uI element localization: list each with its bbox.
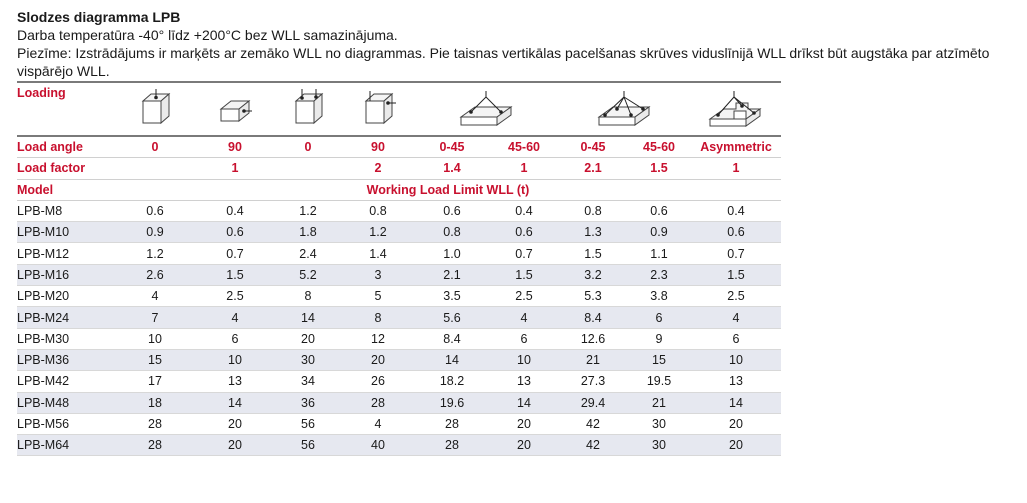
wll-cell: 14 [195,392,275,413]
wll-cell: 15 [115,349,195,370]
wll-cell: 1.3 [559,222,627,243]
wll-cell: 3 [341,264,415,285]
wll-cell: 13 [195,371,275,392]
wll-cell: 10 [691,349,781,370]
load-angle-cell: 0 [275,136,341,158]
wll-cell: 1.5 [691,264,781,285]
wll-cell: 0.6 [627,200,691,221]
wll-header: Working Load Limit WLL (t) [115,179,781,200]
wll-cell: 20 [691,435,781,456]
wll-cell: 1.5 [559,243,627,264]
model-cell: LPB-M48 [17,392,115,413]
table-row [17,222,781,243]
wll-cell: 10 [489,349,559,370]
wll-cell: 7 [115,307,195,328]
marking-note: Piezīme: Izstrādājums ir marķēts ar zemāko WLL no diagrammas. Pie taisnas vertikālas pacelšanas skrūves viduslīnijā WLL drīkst būt augstāka par atzīmēto vispārējo WLL. [17,45,990,79]
model-cell: LPB-M42 [17,371,115,392]
wll-cell: 18.2 [415,371,489,392]
load-angle-cell: 45-60 [627,136,691,158]
wll-cell: 20 [195,435,275,456]
four-leg-sling-icon [559,82,691,136]
load-angle-label: Load angle [17,136,115,158]
wll-cell: 0.6 [489,222,559,243]
wll-cell: 6 [627,307,691,328]
wll-cell: 2.5 [195,286,275,307]
load-factor-cell: 1.4 [415,158,489,179]
load-factor-cell [115,158,195,179]
vertical-double-lift-icon [275,82,341,136]
wll-cell: 14 [415,349,489,370]
load-angle-cell: 0 [115,136,195,158]
model-header-row [17,179,781,200]
wll-cell: 5.3 [559,286,627,307]
load-angle-cell: 0-45 [559,136,627,158]
wll-cell: 4 [115,286,195,307]
wll-cell: 0.6 [195,222,275,243]
wll-cell: 20 [489,413,559,434]
wll-cell: 2.5 [691,286,781,307]
wll-cell: 34 [275,371,341,392]
load-factor-cell: 1 [195,158,275,179]
wll-cell: 30 [275,349,341,370]
load-table [17,81,781,456]
load-factor-cell: 1.5 [627,158,691,179]
wll-cell: 2.5 [489,286,559,307]
load-angle-cell: Asymmetric [691,136,781,158]
load-factor-cell [275,158,341,179]
wll-cell: 4 [691,307,781,328]
table-row [17,264,781,285]
wll-cell: 4 [195,307,275,328]
wll-cell: 12 [341,328,415,349]
wll-cell: 20 [275,328,341,349]
wll-cell: 42 [559,435,627,456]
vertical-single-lift-icon [115,82,195,136]
wll-cell: 2.6 [115,264,195,285]
wll-cell: 0.9 [115,222,195,243]
load-angle-cell: 45-60 [489,136,559,158]
wll-cell: 28 [415,413,489,434]
wll-cell: 1.8 [275,222,341,243]
model-label: Model [17,179,115,200]
wll-cell: 20 [341,349,415,370]
model-cell: LPB-M24 [17,307,115,328]
wll-cell: 1.5 [195,264,275,285]
wll-cell: 0.4 [691,200,781,221]
model-cell: LPB-M30 [17,328,115,349]
model-cell: LPB-M64 [17,435,115,456]
wll-cell: 13 [691,371,781,392]
asymmetric-sling-icon [691,82,781,136]
wll-cell: 29.4 [559,392,627,413]
wll-cell: 0.7 [691,243,781,264]
wll-cell: 8 [275,286,341,307]
wll-cell: 4 [341,413,415,434]
wll-cell: 28 [115,435,195,456]
wll-cell: 14 [489,392,559,413]
wll-cell: 12.6 [559,328,627,349]
wll-cell: 13 [489,371,559,392]
wll-cell: 0.8 [341,200,415,221]
table-row [17,435,781,456]
model-cell: LPB-M16 [17,264,115,285]
wll-cell: 1.5 [489,264,559,285]
wll-cell: 20 [691,413,781,434]
two-leg-sling-icon [415,82,559,136]
wll-cell: 40 [341,435,415,456]
wll-cell: 1.1 [627,243,691,264]
wll-cell: 5.6 [415,307,489,328]
wll-cell: 28 [115,413,195,434]
load-angle-row [17,136,781,158]
model-cell: LPB-M20 [17,286,115,307]
wll-cell: 2.3 [627,264,691,285]
wll-cell: 2.1 [415,264,489,285]
model-cell: LPB-M12 [17,243,115,264]
load-factor-cell: 2 [341,158,415,179]
wll-cell: 6 [691,328,781,349]
wll-cell: 10 [115,328,195,349]
wll-cell: 0.7 [195,243,275,264]
horizontal-single-lift-icon [195,82,275,136]
model-cell: LPB-M10 [17,222,115,243]
load-factor-row [17,158,781,179]
wll-cell: 36 [275,392,341,413]
wll-cell: 21 [627,392,691,413]
model-cell: LPB-M36 [17,349,115,370]
table-row [17,200,781,221]
load-factor-label: Load factor [17,158,115,179]
wll-cell: 3.8 [627,286,691,307]
wll-cell: 1.2 [341,222,415,243]
table-row [17,307,781,328]
wll-cell: 6 [489,328,559,349]
wll-cell: 26 [341,371,415,392]
load-factor-cell: 1 [489,158,559,179]
wll-cell: 3.2 [559,264,627,285]
wll-cell: 3.5 [415,286,489,307]
load-factor-cell: 1 [691,158,781,179]
table-row [17,349,781,370]
wll-cell: 0.6 [415,200,489,221]
table-row [17,392,781,413]
wll-cell: 0.8 [415,222,489,243]
wll-cell: 0.4 [489,200,559,221]
wll-cell: 0.8 [559,200,627,221]
wll-cell: 0.9 [627,222,691,243]
wll-cell: 6 [195,328,275,349]
wll-cell: 19.6 [415,392,489,413]
wll-cell: 0.6 [115,200,195,221]
wll-cell: 14 [691,392,781,413]
wll-cell: 5 [341,286,415,307]
wll-cell: 10 [195,349,275,370]
wll-cell: 42 [559,413,627,434]
wll-cell: 0.6 [691,222,781,243]
wll-cell: 28 [341,392,415,413]
wll-cell: 17 [115,371,195,392]
wll-cell: 18 [115,392,195,413]
wll-cell: 5.2 [275,264,341,285]
load-factor-cell: 2.1 [559,158,627,179]
wll-cell: 1.2 [275,200,341,221]
table-row [17,243,781,264]
wll-cell: 20 [195,413,275,434]
wll-cell: 8 [341,307,415,328]
wll-cell: 1.4 [341,243,415,264]
wll-cell: 8.4 [559,307,627,328]
load-angle-cell: 90 [341,136,415,158]
table-row [17,413,781,434]
load-angle-cell: 90 [195,136,275,158]
table-row [17,371,781,392]
wll-cell: 0.4 [195,200,275,221]
loading-row [17,82,781,136]
wll-cell: 56 [275,435,341,456]
wll-cell: 20 [489,435,559,456]
wll-cell: 30 [627,435,691,456]
wll-cell: 4 [489,307,559,328]
wll-cell: 2.4 [275,243,341,264]
horizontal-double-lift-icon [341,82,415,136]
load-angle-cell: 0-45 [415,136,489,158]
wll-cell: 8.4 [415,328,489,349]
page-title: Slodzes diagramma LPB [17,9,181,25]
wll-cell: 30 [627,413,691,434]
wll-cell: 28 [415,435,489,456]
table-row [17,328,781,349]
wll-cell: 1.2 [115,243,195,264]
model-cell: LPB-M56 [17,413,115,434]
wll-cell: 9 [627,328,691,349]
loading-label: Loading [17,82,115,136]
wll-cell: 0.7 [489,243,559,264]
wll-cell: 21 [559,349,627,370]
wll-cell: 19.5 [627,371,691,392]
temperature-note: Darba temperatūra -40° līdz +200°C bez WLL samazinājuma. [17,27,398,43]
wll-cell: 56 [275,413,341,434]
wll-cell: 15 [627,349,691,370]
table-row [17,286,781,307]
wll-cell: 27.3 [559,371,627,392]
wll-cell: 1.0 [415,243,489,264]
model-cell: LPB-M8 [17,200,115,221]
wll-cell: 14 [275,307,341,328]
